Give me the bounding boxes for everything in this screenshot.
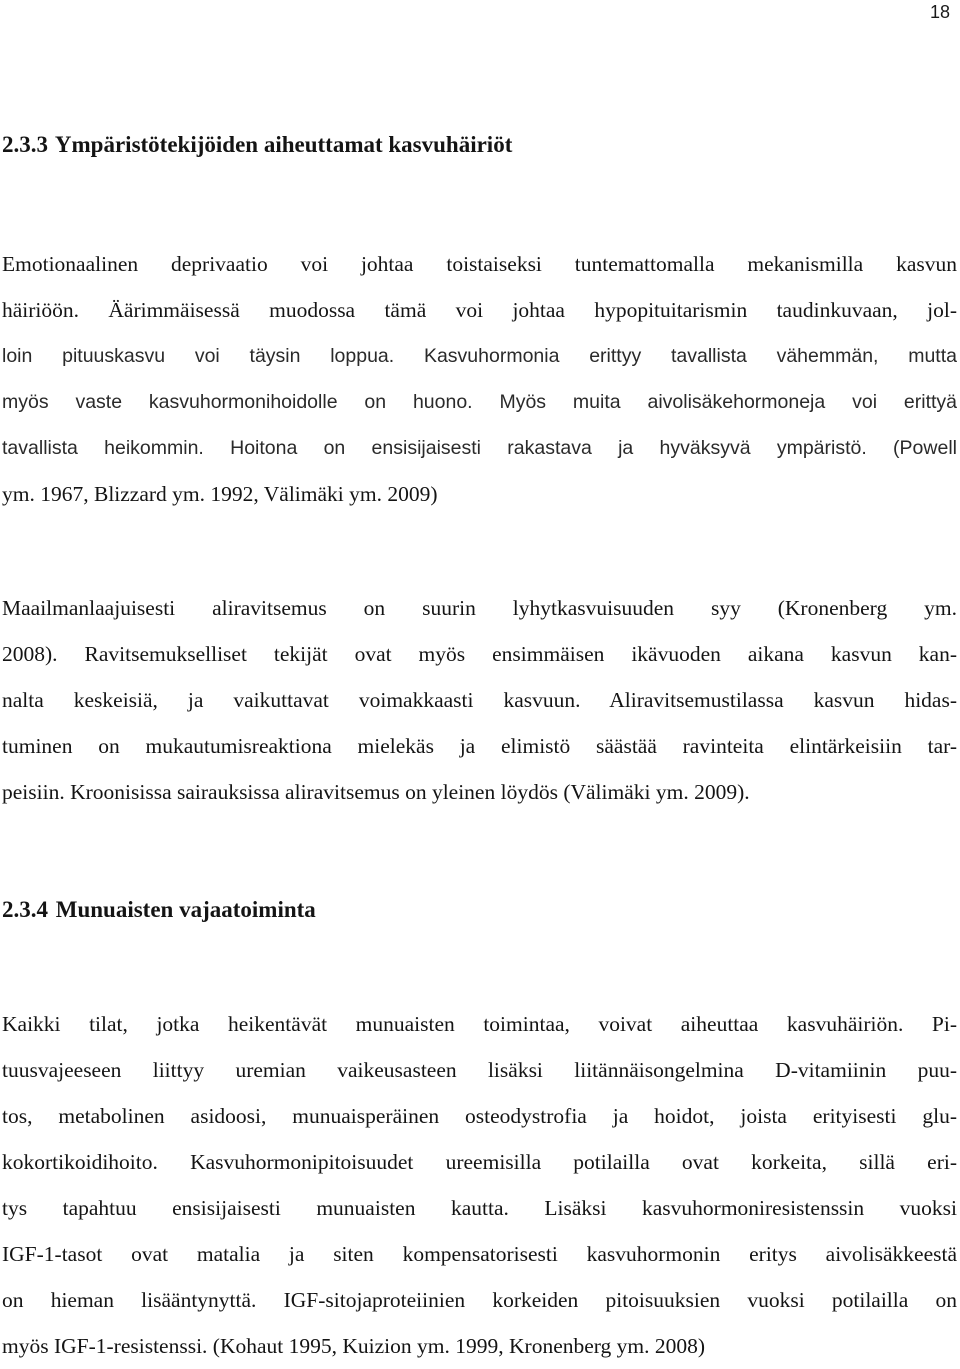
text-line: tys tapahtuu ensisijaisesti munuaisten kautta. Lisäksi kasvuhormoniresistenssin vuoksi <box>2 1196 957 1220</box>
paragraph-emotional-deprivation <box>2 241 957 517</box>
section-number: 2.3.3 <box>2 132 48 157</box>
text-line: tuusvajeeseen liittyy uremian vaikeusasteen lisäksi liitännäisongelmina D-vitamiinin puu- <box>2 1058 957 1082</box>
section-title: Ympäristötekijöiden aiheuttamat kasvuhäiriöt <box>54 132 513 157</box>
text-line: myös IGF-1-resistenssi. (Kohaut 1995, Kuizion ym. 1999, Kronenberg ym. 2008) <box>2 1334 706 1358</box>
text-line: Kaikki tilat, jotka heikentävät munuaisten toimintaa, voivat aiheuttaa kasvuhäiriön. Pi- <box>2 1012 957 1036</box>
text-line: tos, metabolinen asidoosi, munuaisperäinen osteodystrofia ja hoidot, joista erityisesti glu- <box>2 1104 957 1128</box>
section-number: 2.3.4 <box>2 897 48 922</box>
paragraph-malnutrition <box>2 585 957 815</box>
text-line: Maailmanlaajuisesti aliravitsemus on suurin lyhytkasvuisuuden syy (Kronenberg ym. <box>2 596 957 620</box>
text-line: IGF-1-tasot ovat matalia ja siten kompensatorisesti kasvuhormonin eritys aivolisäkkeestä <box>2 1242 957 1266</box>
text-line: myös vaste kasvuhormonihoidolle on huono. Myös muita aivolisäkehormoneja voi erittyä <box>2 391 957 413</box>
text-line: 2008). Ravitsemukselliset tekijät ovat myös ensimmäisen ikävuoden aikana kasvun kan- <box>2 642 957 666</box>
section-heading-2-3-3 <box>2 130 512 160</box>
section-heading-2-3-4 <box>2 895 316 925</box>
paragraph-kidney-failure <box>2 1001 957 1369</box>
text-line: tavallista heikommin. Hoitona on ensisijaisesti rakastava ja hyväksyvä ympäristö. (Powell <box>2 437 957 459</box>
text-line: kokortikoidihoito. Kasvuhormonipitoisuudet ureemisilla potilailla ovat korkeita, sillä eri- <box>2 1150 957 1174</box>
text-line: on hieman lisääntynyttä. IGF-sitojaproteiinien korkeiden pitoisuuksien vuoksi potilailla on <box>2 1288 957 1312</box>
text-line: häiriöön. Äärimmäisessä muodossa tämä voi johtaa hypopituitarismin taudinkuvaan, jol- <box>2 298 957 322</box>
text-line: peisiin. Kroonisissa sairauksissa aliravitsemus on yleinen löydös (Välimäki ym. 2009). <box>2 780 750 804</box>
text-line: nalta keskeisiä, ja vaikuttavat voimakkaasti kasvuun. Aliravitsemustilassa kasvun hidas- <box>2 688 957 712</box>
text-line: Emotionaalinen deprivaatio voi johtaa toistaiseksi tuntemattomalla mekanismilla kasvun <box>2 252 957 276</box>
page-number: 18 <box>929 2 950 22</box>
text-line: tuminen on mukautumisreaktiona mielekäs ja elimistö säästää ravinteita elintärkeisiin tar- <box>2 734 957 758</box>
section-title: Munuaisten vajaatoiminta <box>55 897 316 922</box>
text-line: loin pituuskasvu voi täysin loppua. Kasvuhormonia erittyy tavallista vähemmän, mutta <box>2 345 957 367</box>
text-line: ym. 1967, Blizzard ym. 1992, Välimäki ym. 2009) <box>2 482 438 506</box>
